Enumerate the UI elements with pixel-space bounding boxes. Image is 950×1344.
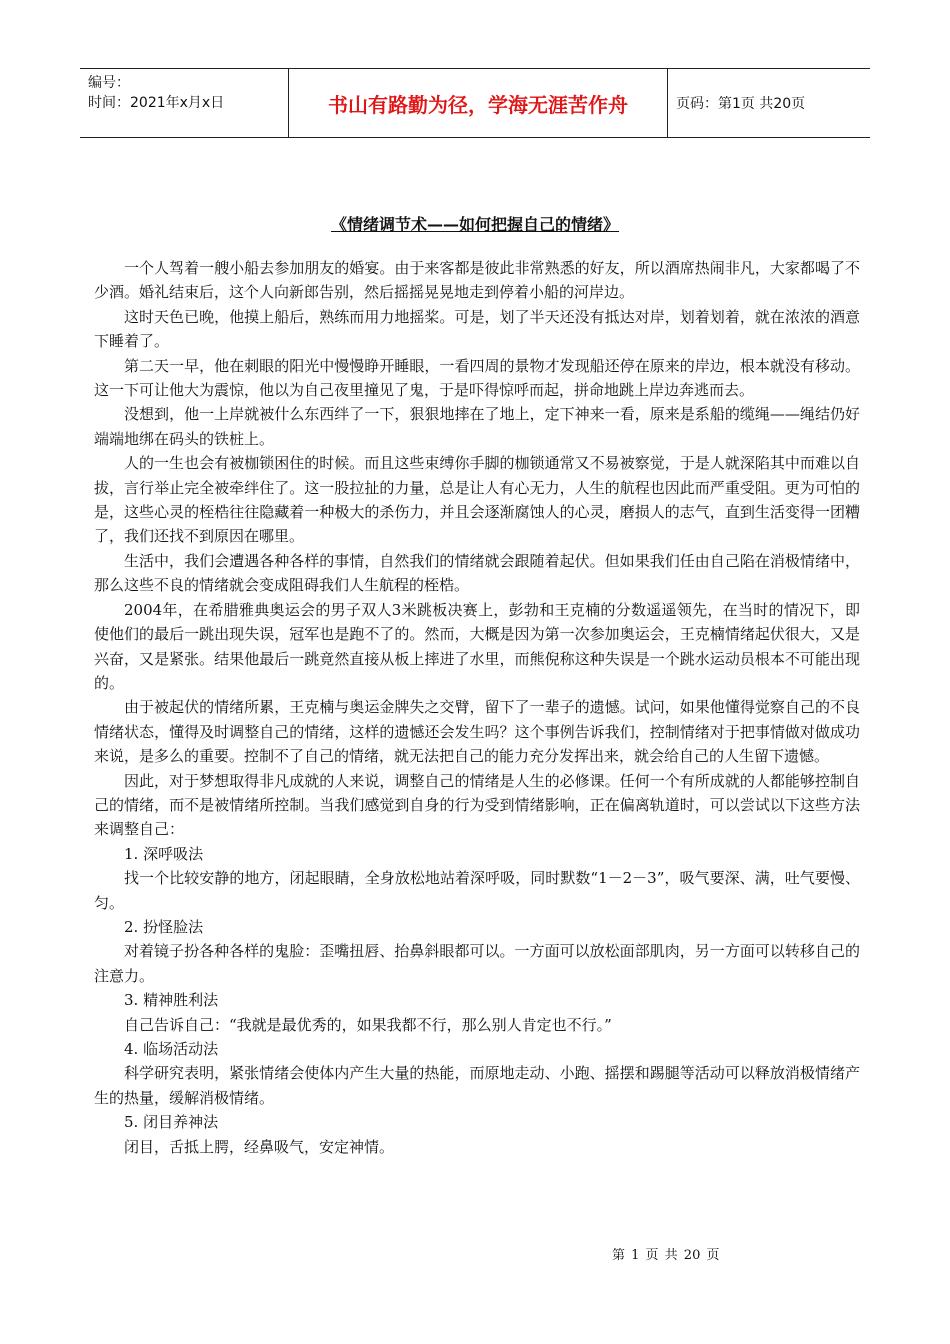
method-heading: 5. 闭目养神法	[124, 1113, 219, 1132]
method-heading: 3. 精神胜利法	[124, 991, 219, 1010]
method-heading: 4. 临场活动法	[124, 1040, 219, 1058]
paragraph: 人的一生也会有被枷锁困住的时候。而且这些束缚你手脚的枷锁通常又不易被察觉，于是人就深陷其中而难以自拔，言行举止完全被牵绊住了。这一股拉扯的力量，总是让人有心无力，人生的航程也因此而严重受阻。更为可怕的是，这些心灵的桎梏往往隐藏着一种极大的杀伤力，并且会逐渐腐蚀人的心灵，磨损人的志气，直到生活变得一团糟了，我们还找不到原因在哪里。	[94, 454, 860, 546]
document-body	[94, 256, 860, 1159]
page-footer: 第 1 页 共 20 页	[612, 1248, 720, 1263]
paragraph: 第二天一早，他在刺眼的阳光中慢慢睁开睡眼，一看四周的景物才发现船还停在原来的岸边，根本就没有移动。这一下可让他大为震惊，他以为自己夜里撞见了鬼，于是吓得惊呼而起，拼命地跳上岸边奔逃而去。	[94, 356, 860, 400]
header-motto: 书山有路勤为径，学海无涯苦作舟	[289, 69, 668, 137]
page-header	[80, 68, 870, 138]
number-label: 编号：	[88, 75, 130, 91]
paragraph: 闭目，舌抵上腭，经鼻吸气，安定神情。	[124, 1137, 395, 1156]
date-label: 时间：2021年x月x日	[88, 95, 225, 111]
paragraph: 没想到，他一上岸就被什么东西绊了一下，狠狠地摔在了地上，定下神来一看，原来是系船的缆绳——绳结仍好端端地绑在码头的铁桩上。	[94, 405, 860, 448]
method-heading: 2. 扮怪脸法	[124, 917, 204, 936]
paragraph: 一个人驾着一艘小船去参加朋友的婚宴。由于来客都是彼此非常熟悉的好友，所以酒席热闹非凡，大家都喝了不少酒。婚礼结束后，这个人向新郎告别，然后摇摇晃晃地走到停着小船的河岸边。	[94, 259, 860, 302]
paragraph: 对着镜子扮各种各样的鬼脸：歪嘴扭唇、抬鼻斜眼都可以。一方面可以放松面部肌肉，另一方面可以转移自己的注意力。	[94, 942, 860, 985]
method-heading: 1. 深呼吸法	[124, 844, 204, 863]
paragraph: 自己告诉自己：“我就是最优秀的，如果我都不行，那么别人肯定也不行。”	[124, 1015, 612, 1034]
paragraph: 找一个比较安静的地方，闭起眼睛，全身放松地站着深呼吸，同时默数“1－2－3”，吸气要深、满，吐气要慢、匀。	[94, 869, 860, 912]
paragraph: 生活中，我们会遭遇各种各样的事情，自然我们的情绪就会跟随着起伏。但如果我们任由自己陷在消极情绪中，那么这些不良的情绪就会变成阻碍我们人生航程的桎梏。	[94, 551, 860, 595]
document-title-text: 《情绪调节术——如何把握自己的情绪》	[330, 215, 619, 234]
paragraph: 科学研究表明，紧张情绪会使体内产生大量的热能，而原地走动、小跑、摇摆和踢腿等活动可以释放消极情绪产生的热量，缓解消极情绪。	[94, 1064, 860, 1107]
paragraph: 因此，对于梦想取得非凡成就的人来说，调整自己的情绪是人生的必修课。任何一个有所成就的人都能够控制自己的情绪，而不是被情绪所控制。当我们感觉到自身的行为受到情绪影响，正在偏离轨道时，可以尝试以下这些方法来调整自己：	[94, 771, 860, 839]
paragraph: 由于被起伏的情绪所累，王克楠与奥运金牌失之交臂，留下了一辈子的遗憾。试问，如果他懂得觉察自己的不良情绪状态，懂得及时调整自己的情绪，这样的遗憾还会发生吗？这个事例告诉我们，控制情绪对于把事情做对做成功来说，是多么的重要。控制不了自己的情绪，就无法把自己的能力充分发挥出来，就会给自己的人生留下遗憾。	[94, 698, 860, 766]
header-page-code: 页码：第1页 共20页	[676, 96, 806, 112]
header-left-cell	[80, 69, 289, 137]
paragraph: 2004年，在希腊雅典奥运会的男子双人3米跳板决赛上，彭勃和王克楠的分数遥遥领先，在当时的情况下，即使他们的最后一跳出现失误，冠军也是跑不了的。然而，大概是因为第一次参加奥运会，王克楠情绪起伏很大，又是兴奋，又是紧张。结果他最后一跳竟然直接从板上摔进了水里，而熊倪称这种失误是一个跳水运动员根本不可能出现的。	[94, 600, 860, 692]
document-title	[0, 212, 950, 235]
paragraph: 这时天色已晚，他摸上船后，熟练而用力地摇桨。可是，划了半天还没有抵达对岸，划着划着，就在浓浓的酒意下睡着了。	[94, 307, 860, 351]
